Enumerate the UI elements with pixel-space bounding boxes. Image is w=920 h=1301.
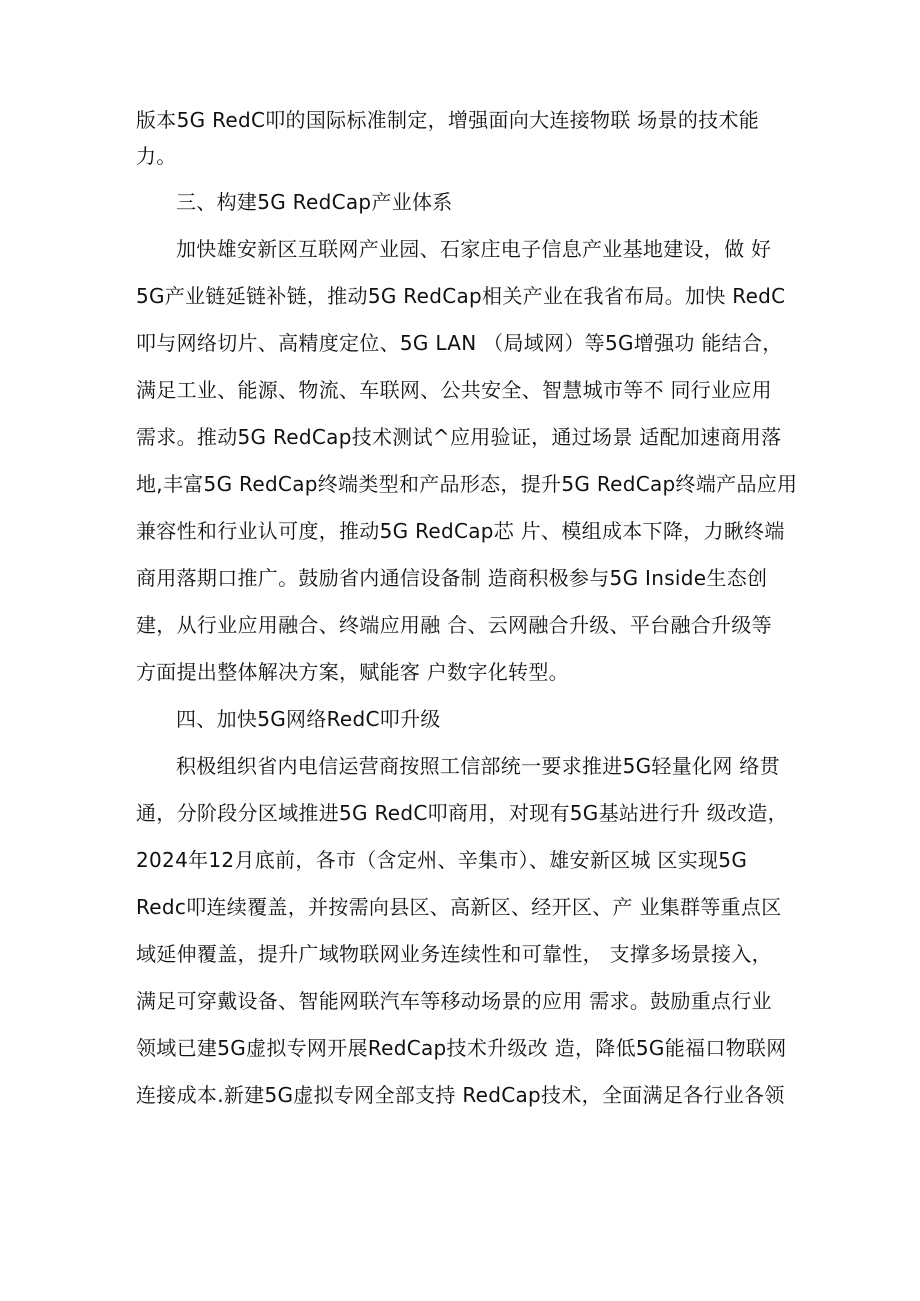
paragraph-line-7: 兼容性和行业认可度，推动5G RedCap芯 片、模组成本下降，力瞅终端 — [136, 519, 785, 543]
paragraph-line-3: 叩与网络切片、高精度定位、5G LAN （局域网）等5G增强功 能结合， — [136, 331, 783, 355]
text-line-2: 力。 — [136, 144, 177, 168]
paragraph-line-2: 5G产业链延链补链，推动5G RedCap相关产业在我省布局。加快 RedC — [136, 284, 786, 308]
paragraph-2-line-7: 领域已建5G虚拟专网开展RedCap技术升级改 造，降低5G能福口物联网 — [136, 1036, 787, 1060]
paragraph-2-line-1: 积极组织省内电信运营商按照工信部统一要求推进5G轻量化网 络贯 — [176, 754, 780, 778]
section-heading-3: 三、构建5G RedCap产业体系 — [176, 190, 453, 214]
paragraph-line-10: 方面提出整体解决方案，赋能客 户数字化转型。 — [136, 660, 569, 684]
paragraph-2-line-4: Redc叩连续覆盖，并按需向县区、高新区、经开区、产 业集群等重点区 — [136, 895, 782, 919]
paragraph-2-line-2: 通，分阶段分区域推进5G RedC叩商用，对现有5G基站进行升 级改造， — [136, 801, 788, 825]
paragraph-line-9: 建，从行业应用融合、终端应用融 合、云网融合升级、平台融合升级等 — [136, 613, 772, 637]
paragraph-line-5: 需求。推动5G RedCap技术测试^应用验证，通过场景 适配加速商用落 — [136, 425, 782, 449]
paragraph-line-4: 满足工业、能源、物流、车联网、公共安全、智慧城市等不 同行业应用 — [136, 378, 772, 402]
paragraph-line-6: 地,丰富5G RedCap终端类型和产品形态，提升5G RedCap终端产品应用 — [136, 472, 798, 496]
paragraph-2-line-3: 2024年12月底前，各市（含定州、辛集市）、雄安新区城 区实现5G — [136, 848, 748, 872]
paragraph-2-line-6: 满足可穿戴设备、智能网联汽车等移动场景的应用 需求。鼓励重点行业 — [136, 989, 772, 1013]
paragraph-line-1: 加快雄安新区互联网产业园、石家庄电子信息产业基地建设，做 好 — [176, 237, 772, 261]
paragraph-2-line-8: 连接成本.新建5G虚拟专网全部支持 RedCap技术，全面满足各行业各领 — [136, 1083, 785, 1107]
paragraph-line-8: 商用落期口推广。鼓励省内通信设备制 造商积极参与5G Inside生态创 — [136, 566, 768, 590]
paragraph-2-line-5: 域延伸覆盖，提升广域物联网业务连续性和可靠性， 支撑多场景接入， — [136, 942, 772, 966]
section-heading-4: 四、加快5G网络RedC叩升级 — [176, 707, 441, 731]
text-line-1: 版本5G RedC叩的国际标准制定，增强面向大连接物联 场景的技术能 — [136, 108, 760, 132]
